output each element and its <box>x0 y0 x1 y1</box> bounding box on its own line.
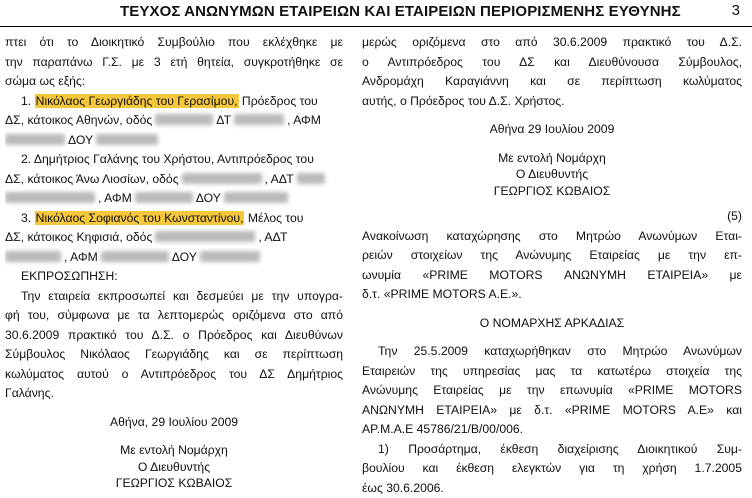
body-line: ΑΝΩΝΥΜΗ ΕΤΑΙΡΕΙΑ» με δ.τ. «PRIME MOTORS A.E» και <box>362 401 742 421</box>
member-3-name-highlight: Νικόλαος Σοφιανός του Κωνσταντίνου, <box>35 211 245 225</box>
member-3-afm-label: , ΑΦΜ <box>64 250 98 264</box>
redacted-block <box>155 114 213 125</box>
member-2-address <box>5 170 343 190</box>
redacted-block <box>155 231 255 242</box>
member-3-id-label: , ΑΔΤ <box>258 230 287 244</box>
member-1-role: Πρόεδρος του <box>242 94 318 108</box>
left-column <box>5 33 343 494</box>
redacted-block <box>5 251 61 262</box>
representation-line: Την εταιρεία εκπροσωπεί και δεσμεύει με την υπογρα- <box>5 287 343 307</box>
member-1-line <box>5 92 343 112</box>
member-1-number: 1. <box>21 94 31 108</box>
member-2-line: 2. Δημήτριος Γαλάνης του Χρήστου, Αντιπρόεδρος του <box>5 150 343 170</box>
signature-line-2: Ο Διευθυντής <box>362 165 742 185</box>
member-1-address <box>5 111 343 131</box>
member-1-name-highlight: Νικόλαος Γεωργιάδης του Γερασίμου, <box>35 94 239 108</box>
intro-line: την παραπάνω Γ.Σ. με 3 ετή θητεία, συγκροτήθηκε σε <box>5 53 343 73</box>
signature-line-1: Με εντολή Νομάρχη <box>362 149 742 169</box>
announcement-line: Ανακοίνωση καταχώρησης στο Μητρώο Ανωνύμων Εται- <box>362 227 742 247</box>
page-number: 3 <box>732 2 740 19</box>
signature-name: ΓΕΩΡΓΙΟΣ ΚΩΒΑΙΟΣ <box>362 182 742 202</box>
redacted-block <box>200 251 260 262</box>
signature-line-1: Με εντολή Νομάρχη <box>5 441 343 461</box>
redacted-block <box>101 251 169 262</box>
item-1-line: έως 30.6.2006. <box>362 479 742 498</box>
member-1-address-text: ΔΣ, κάτοικος Αθηνών, οδός <box>5 113 152 127</box>
intro-line: σώμα ως εξής: <box>5 72 343 92</box>
redacted-block <box>5 192 95 203</box>
member-3-number: 3. <box>21 211 31 225</box>
intro-line: πτει ότι το Διοικητικό Συμβούλιο που εκλέχθηκε με <box>5 33 343 53</box>
representation-line: 30.6.2009 πρακτικό του Δ.Σ. ο Πρόεδρος και Διευθύνων <box>5 326 343 346</box>
member-2-afm-label: , ΑΦΜ <box>98 191 132 205</box>
item-number: (5) <box>362 207 742 227</box>
announcement-line: ρειών στοιχείων της Ανώνυμης Εταιρείας με την επ- <box>362 246 742 266</box>
member-3-role: Μέλος του <box>248 211 304 225</box>
member-1-afm-label: , ΑΦΜ <box>287 113 321 127</box>
prefect-heading: Ο ΝΟΜΑΡΧΗΣ ΑΡΚΑΔΙΑΣ <box>362 314 742 334</box>
representation-line: κωλύματος αυτού ο Αντιπρόεδρος του ΔΣ Δημήτριος <box>5 365 343 385</box>
representation-heading: ΕΚΠΡΟΣΩΠΗΣΗ: <box>5 267 343 287</box>
redacted-block <box>297 173 325 184</box>
redacted-block <box>135 192 193 203</box>
member-2-address-text: ΔΣ, κάτοικος Άνω Λιοσίων, οδός <box>5 172 179 186</box>
page-header <box>0 0 752 27</box>
redacted-block <box>96 134 158 145</box>
member-3-address <box>5 228 343 248</box>
member-2-doy-label: ΔΟΥ <box>196 191 221 205</box>
redacted-block <box>182 173 262 184</box>
member-1-tax <box>5 131 343 151</box>
body-line: Ανώνυμης Εταιρείας με την επωνυμία «PRIME MOTORS <box>362 381 742 401</box>
signature-name: ΓΕΩΡΓΙΟΣ ΚΩΒΑΙΟΣ <box>5 474 343 494</box>
representation-line: φή του, σύμφωνα με τα λεπτομερώς οριζόμενα στο από <box>5 306 343 326</box>
redacted-block <box>234 114 284 125</box>
continuation-line: αυτής, ο Πρόεδρος του Δ.Σ. Χρήστος. <box>362 92 742 112</box>
body-line: ΑΡ.Μ.Α.Ε 45786/21/Β/00/006. <box>362 420 742 440</box>
representation-line: Σύμβουλος Νικόλαος Γεωργιάδης και σε περίπτωση <box>5 345 343 365</box>
body-line: Την 25.5.2009 καταχωρήθηκαν στο Μητρώο Ανωνύμων <box>362 342 742 362</box>
member-1-doy-label: ΔΟΥ <box>68 133 93 147</box>
member-3-line <box>5 209 343 229</box>
continuation-line: ο Αντιπρόεδρος του ΔΣ και Διευθύνουσα Σύμβουλος, <box>362 53 742 73</box>
member-3-doy-label: ΔΟΥ <box>172 250 197 264</box>
announcement-line: ωνυμία «PRIME MOTORS ΑΝΩΝΥΜΗ ΕΤΑΙΡΕΙΑ» με <box>362 266 742 286</box>
member-2-tax <box>5 189 343 209</box>
member-2-id-label: , ΑΔΤ <box>265 172 294 186</box>
header-title: ΤΕΥΧΟΣ ΑΝΩΝΥΜΩΝ ΕΤΑΙΡΕΙΩΝ ΚΑΙ ΕΤΑΙΡΕΙΩΝ ΠΕΡΙΟΡΙΣΜΕΝΗΣ ΕΥΘΥΝΗΣ <box>120 3 681 20</box>
member-3-tax <box>5 248 343 268</box>
signature-line-2: Ο Διευθυντής <box>5 458 343 478</box>
continuation-line: μερώς οριζόμενα στο από 30.6.2009 πρακτικό του Δ.Σ. <box>362 33 742 53</box>
signature-date: Αθήνα 29 Ιουλίου 2009 <box>362 120 742 140</box>
item-1-line: 1) Προσάρτημα, έκθεση διαχείρισης Διοικητικού Συμ- <box>362 440 742 460</box>
representation-line: Γαλάνης. <box>5 384 343 404</box>
item-1-line: βουλίου και έκθεση ελεγκτών για τη χρήση 1.7.2005 <box>362 459 742 479</box>
signature-date: Αθήνα, 29 Ιουλίου 2009 <box>5 413 343 433</box>
redacted-block <box>224 192 288 203</box>
member-1-id-label: ΔΤ <box>216 113 231 127</box>
member-3-address-text: ΔΣ, κάτοικος Κηφισιά, οδός <box>5 230 152 244</box>
right-column <box>362 33 742 498</box>
body-line: Εταιρειών της υπηρεσίας μας τα κατωτέρω στοιχεία της <box>362 362 742 382</box>
continuation-line: Ανδρομάχη Καραγιάννη και σε περίπτωση κωλύματος <box>362 72 742 92</box>
redacted-block <box>5 134 65 145</box>
announcement-line: δ.τ. «PRIME MOTORS A.E.». <box>362 285 742 305</box>
